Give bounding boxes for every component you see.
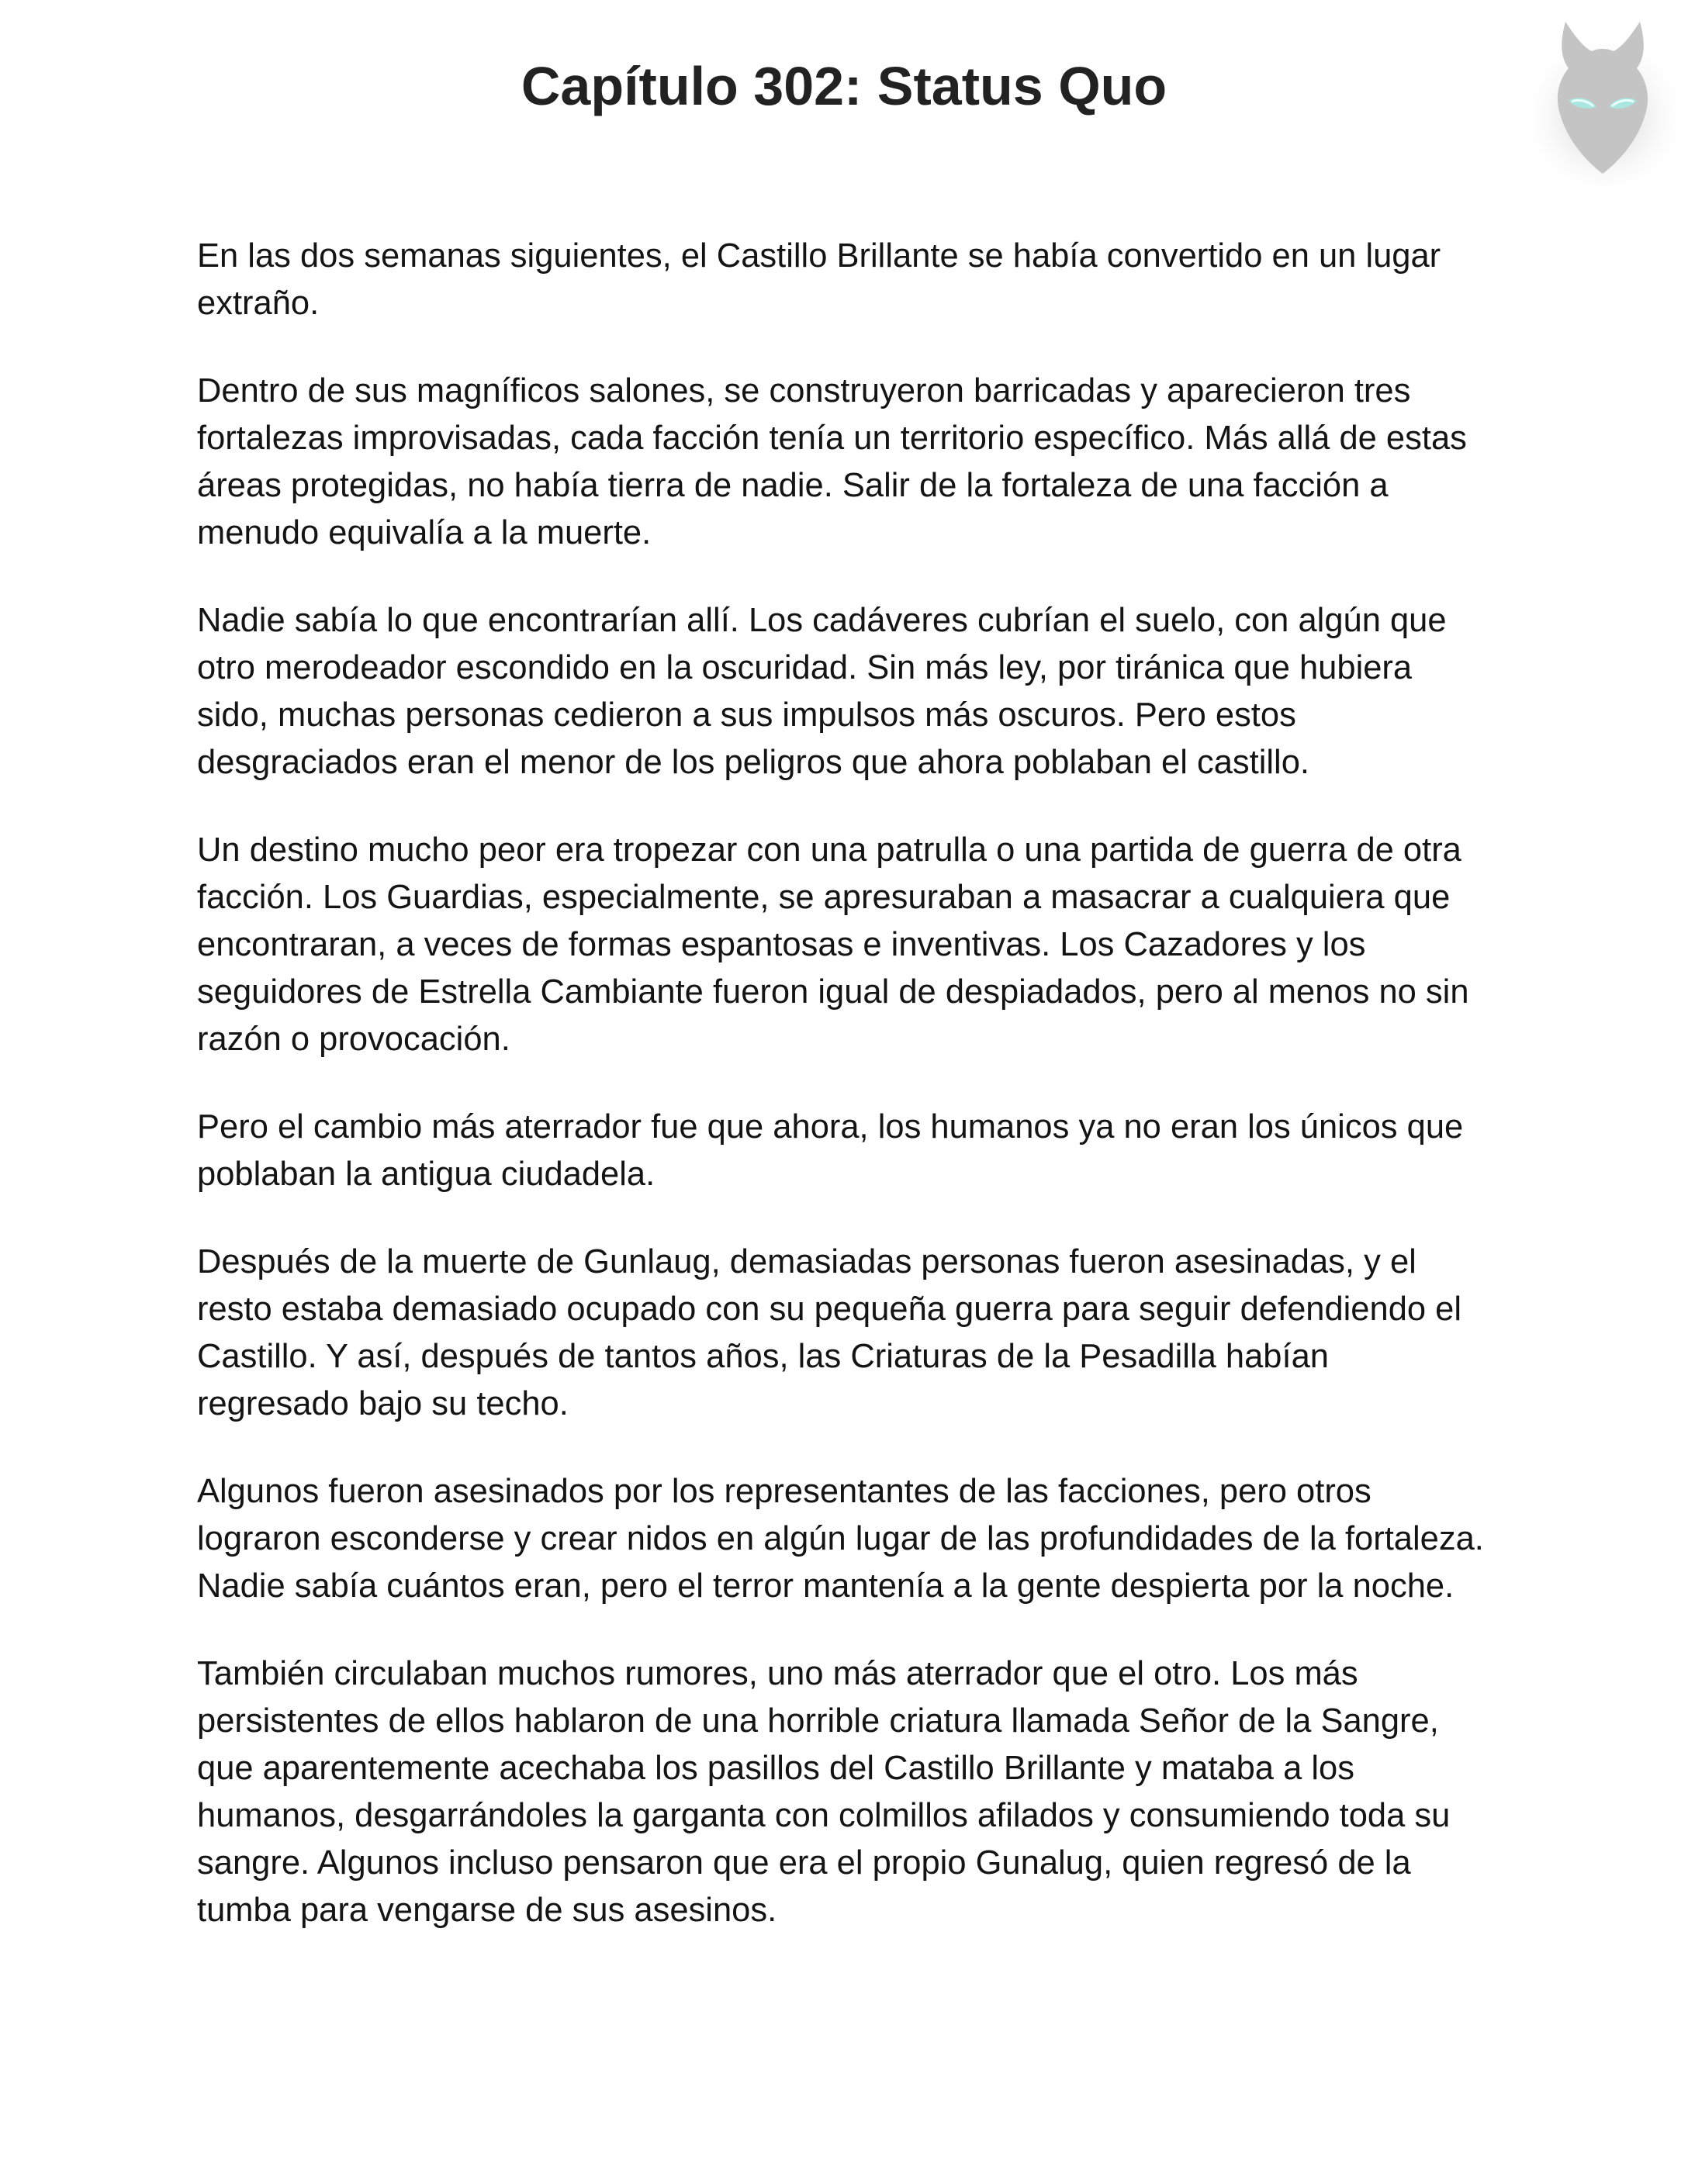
paragraph: Algunos fueron asesinados por los representantes de las facciones, pero otros lograron esconderse y crear nidos en algún lugar de las profundidades de la fortaleza. Nadie sabía cuántos eran, pero el terror mantenía a la gente despierta por la noche. [197,1473,1484,1605]
document-body [197,233,1485,1975]
horned-demon-head-icon [1520,8,1683,186]
paragraph: También circulaban muchos rumores, uno más aterrador que el otro. Los más persistentes de ellos hablaron de una horrible criatura llamada Señor de la Sangre, que aparentemente acechaba los pasillos del Castillo Brillante y mataba a los humanos, desgarrándoles la garganta con colmillos afilados y consumiendo toda su sangre. Algunos incluso pensaron que era el propio Gunalug, quien regresó de la tumba para vengarse de sus asesinos. [197,1655,1451,1929]
paragraph: Dentro de sus magníficos salones, se construyeron barricadas y aparecieron tres fortalezas improvisadas, cada facción tenía un territorio específico. Más allá de estas áreas protegidas, no había tierra de nadie. Salir de la fortaleza de una facción a menudo equivalía a la muerte. [197,372,1467,551]
paragraph: Pero el cambio más aterrador fue que ahora, los humanos ya no eran los únicos que poblaban la antigua ciudadela. [197,1108,1464,1193]
paragraph: En las dos semanas siguientes, el Castillo Brillante se había convertido en un lugar extraño. [197,237,1441,322]
paragraph: Después de la muerte de Gunlaug, demasiadas personas fueron asesinadas, y el resto estaba demasiado ocupado con su pequeña guerra para seguir defendiendo el Castillo. Y así, después de tantos años, las Criaturas de la Pesadilla habían regresado bajo su techo. [197,1243,1462,1422]
paragraph: Un destino mucho peor era tropezar con una patrulla o una partida de guerra de otra facción. Los Guardias, especialmente, se apresuraban a masacrar a cualquiera que encontraran, a veces de formas espantosas e inventivas. Los Cazadores y los seguidores de Estrella Cambiante fueron igual de despiadados, pero al menos no sin razón o provocación. [197,831,1469,1058]
paragraph: Nadie sabía lo que encontrarían allí. Los cadáveres cubrían el suelo, con algún que otro merodeador escondido en la oscuridad. Sin más ley, por tiránica que hubiera sido, muchas personas cedieron a sus impulsos más oscuros. Pero estos desgraciados eran el menor de los peligros que ahora poblaban el castillo. [197,602,1447,781]
page-title: Capítulo 302: Status Quo [521,56,1167,116]
